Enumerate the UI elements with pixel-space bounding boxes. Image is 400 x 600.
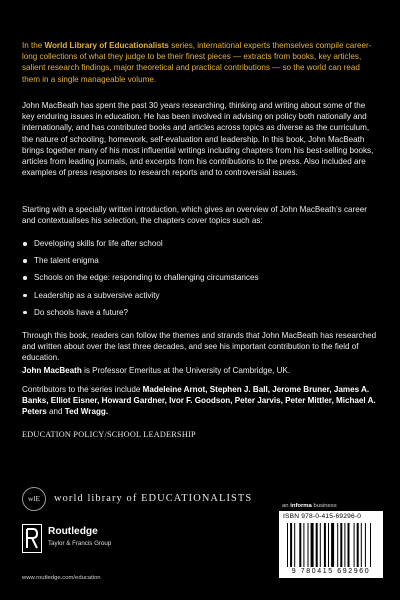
isbn-digits: 9 780415 692960	[291, 568, 371, 575]
publisher-name: Routledge	[48, 526, 98, 537]
topics-list	[22, 235, 380, 321]
informa-brand: informa	[290, 503, 312, 509]
isbn-barcode	[279, 511, 383, 578]
informa-tagline	[282, 503, 337, 509]
contributors-last-name: Ted Wragg.	[64, 407, 109, 417]
informa-suffix: business	[311, 503, 337, 509]
list-item: The talent enigma	[22, 252, 380, 269]
barcode-icon	[287, 523, 375, 567]
summary-paragraph: Through this book, readers can follow the themes and strands that John MacBeath has researched and written about over the last three decades, and see his important contribution to the field of education.	[22, 331, 377, 363]
author-description: John MacBeath has spent the past 30 years researching, thinking and writing about some of the key enduring issues in education. He has been involved in advising on policy both nationally and internationally, and has contributed books and articles across topics as diverse as the curriculum, the nature of schooling, homework, self-evaluation and leadership. In this book, John MacBeath brings together many of his most influential writings including chapters from his best-selling books, articles from leading journals, and excerpts from his contributions to the press. Also included are examples of press responses to research reports and to controversial issues.	[22, 101, 374, 178]
publisher-subtitle: Taylor & Francis Group	[48, 540, 112, 547]
intro-lead: In the	[22, 41, 45, 50]
series-title: World Library of Educationalists	[44, 41, 169, 50]
contributors-lead: Contributors to the series include	[22, 385, 143, 394]
author-name: John MacBeath	[22, 366, 82, 375]
list-item: Do schools have a future?	[22, 304, 380, 321]
chapters-intro: Starting with a specially written introduction, which gives an overview of John MacBeath’s career and contextualises his selection, the chapters cover topics such as:	[22, 205, 367, 226]
subject-category: EDUCATION POLICY/SCHOOL LEADERSHIP	[22, 430, 196, 439]
author-bio-text: is Professor Emeritus at the University of Cambridge, UK.	[81, 366, 291, 375]
routledge-logo-icon	[22, 524, 42, 553]
series-logo: wlE	[22, 487, 46, 511]
author-bio	[22, 365, 380, 376]
contributors-paragraph	[22, 384, 380, 418]
isbn-label: ISBN 978-0-415-69296-0	[283, 513, 362, 520]
contributors-and: and	[46, 407, 65, 417]
contributors-names: Madeleine Arnot, Stephen J. Ball, Jerome Bruner, James A. Banks, Elliot Eisner, Howard Gardner, Ivor F. Goodson, Peter Jarvis, Peter Mittler, Michael A. Peters	[22, 385, 376, 417]
series-intro	[22, 40, 380, 85]
intro-rest: series, international experts themselves compile career-long collections of what they judge to be their finest pieces — extracts from books, key articles, salient research findings, major theoretical and practical contributions — so the world can read them in a single manageable volume.	[22, 41, 372, 84]
series-name: world library of EDUCATIONALISTS	[54, 493, 253, 504]
publisher-logo	[22, 524, 152, 554]
informa-prefix: an	[282, 503, 291, 509]
list-item: Leadership as a subversive activity	[22, 287, 380, 304]
publisher-website: www.routledge.com/education	[22, 575, 101, 581]
list-item: Schools on the edge: responding to challenging circumstances	[22, 269, 380, 286]
list-item: Developing skills for life after school	[22, 235, 380, 252]
